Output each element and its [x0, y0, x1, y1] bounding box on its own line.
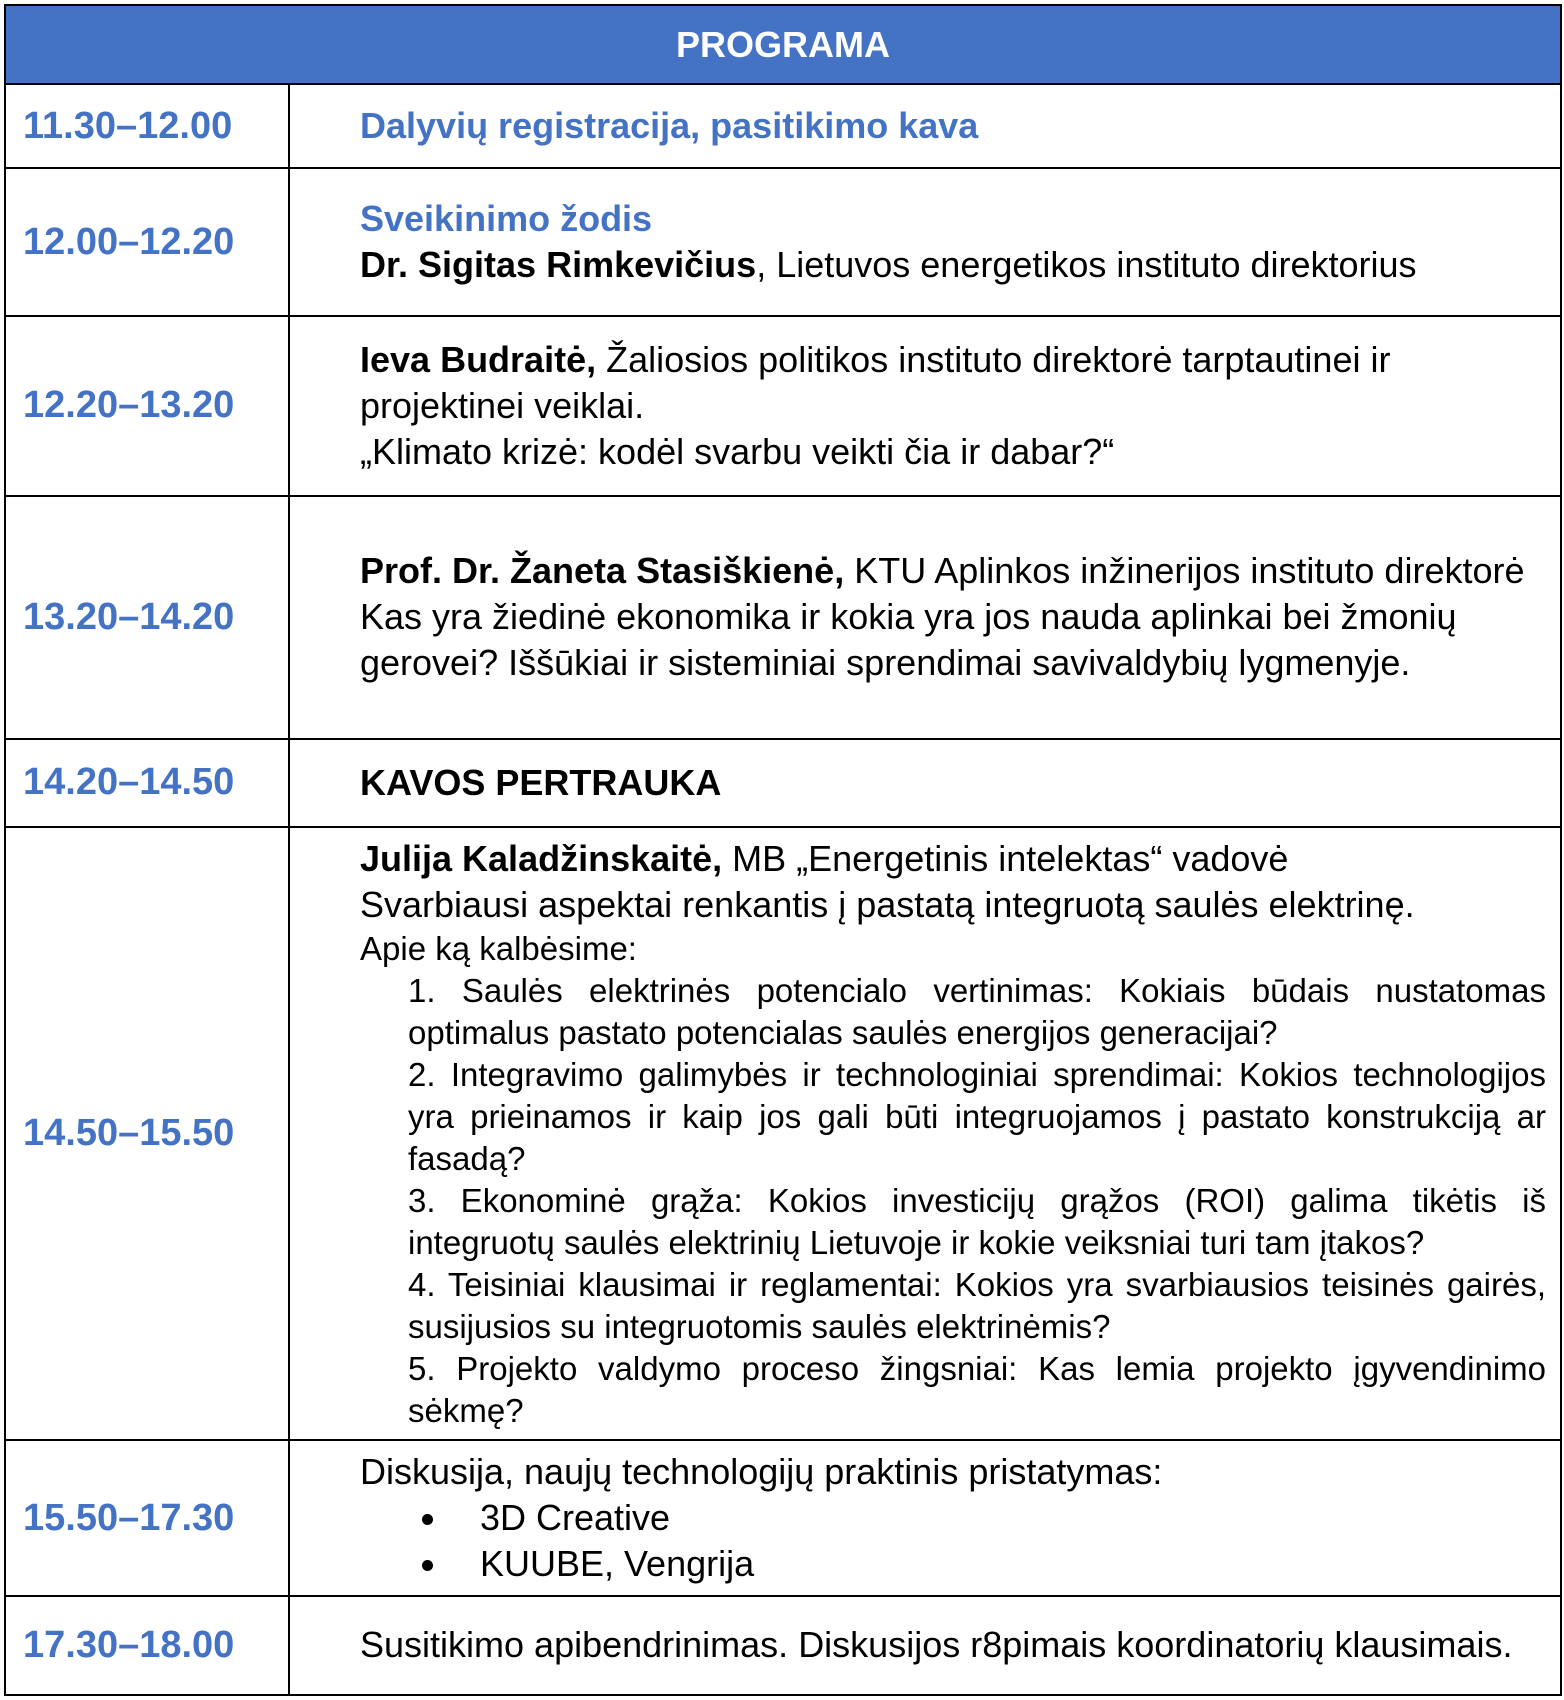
time-cell: 14.50–15.50: [5, 827, 289, 1440]
session-text: Diskusija, naujų technologijų praktinis pristatymas:: [360, 1451, 1163, 1492]
speaker-role: Žaliosios politikos instituto direktorė tarptautinei ir projektinei veiklai.: [360, 338, 1391, 426]
talk-topic: „Klimato krizė: kodėl svarbu veikti čia ir dabar?“: [360, 430, 1115, 472]
list-item: 4. Teisiniai klausimai ir reglamentai: Kokios yra svarbiausios teisinės gairės, susijusios su integruotomis saulės elektrinėmis?: [408, 1265, 1546, 1345]
speaker-name: Prof. Dr. Žaneta Stasiškienė,: [360, 550, 845, 592]
content-cell: [289, 1440, 1561, 1595]
speaker-role: MB „Energetinis intelektas“ vadovė: [722, 837, 1289, 879]
table-row: [5, 739, 1561, 827]
talk-topic: Kas yra žiedinė ekonomika ir kokia yra jos nauda aplinkai bei žmonių gerovei? Iššūkiai ir sisteminiai sprendimai savivaldybių lygmenyje.: [360, 596, 1457, 684]
table-row: [5, 496, 1561, 739]
break-title: KAVOS PERTRAUKA: [360, 761, 722, 803]
talk-topic: Svarbiausi aspektai renkantis į pastatą integruotą saulės elektrinę.: [360, 883, 1415, 925]
speaker-name: Dr. Sigitas Rimkevičius: [360, 244, 757, 286]
table-row: [5, 827, 1561, 1440]
content-cell: [289, 168, 1561, 315]
list-item: 5. Projekto valdymo proceso žingsniai: Kas lemia projekto įgyvendinimo sėkmę?: [408, 1349, 1546, 1429]
list-item: 3. Ekonominė grąža: Kokios investicijų grąžos (ROI) galima tikėtis iš integruotų saulės elektrinių Lietuvoje ir kokie veiksniai turi tam įtakos?: [408, 1181, 1546, 1261]
speaker-name: Ieva Budraitė,: [360, 338, 597, 380]
table-row: [5, 316, 1561, 496]
speaker-name: Julija Kaladžinskaitė,: [360, 837, 723, 879]
agenda-list: [360, 970, 1546, 1432]
time-cell: 11.30–12.00: [5, 84, 289, 168]
agenda-intro: Apie ką kalbėsime:: [360, 929, 637, 967]
table-row: [5, 1440, 1561, 1595]
time-cell: 12.00–12.20: [5, 168, 289, 315]
table-row: [5, 84, 1561, 168]
time-cell: 15.50–17.30: [5, 1440, 289, 1595]
list-item: 2. Integravimo galimybės ir technologiniai sprendimai: Kokios technologijos yra prieinamos ir kaip jos gali būti integruojamos į pastato konstrukciją ar fasadą?: [408, 1055, 1546, 1177]
bullet-list: [360, 1495, 1546, 1587]
content-cell: [289, 316, 1561, 496]
session-title: Sveikinimo žodis: [360, 198, 653, 240]
time-cell: 12.20–13.20: [5, 316, 289, 496]
content-cell: [289, 827, 1561, 1440]
bullet-item: KUUBE, Vengrija: [422, 1541, 1546, 1587]
speaker-role: KTU Aplinkos inžinerijos instituto direktorė: [844, 550, 1525, 592]
speaker-role: , Lietuvos energetikos instituto direktorius: [756, 244, 1417, 286]
program-table: [4, 4, 1562, 1696]
table-row: [5, 1596, 1561, 1695]
session-text: Susitikimo apibendrinimas. Diskusijos r8pimais koordinatorių klausimais.: [360, 1624, 1513, 1666]
time-cell: 14.20–14.50: [5, 739, 289, 827]
session-title: Dalyvių registracija, pasitikimo kava: [360, 105, 979, 147]
bullet-item: 3D Creative: [422, 1495, 1546, 1541]
time-cell: 13.20–14.20: [5, 496, 289, 739]
table-header: PROGRAMA: [5, 5, 1561, 84]
content-cell: [289, 739, 1561, 827]
list-item: 1. Saulės elektrinės potencialo vertinimas: Kokiais būdais nustatomas optimalus pastato potencialas saulės energijos generacijai?: [408, 971, 1546, 1051]
content-cell: [289, 496, 1561, 739]
table-row: [5, 168, 1561, 315]
time-cell: 17.30–18.00: [5, 1596, 289, 1695]
content-cell: [289, 1596, 1561, 1695]
content-cell: [289, 84, 1561, 168]
